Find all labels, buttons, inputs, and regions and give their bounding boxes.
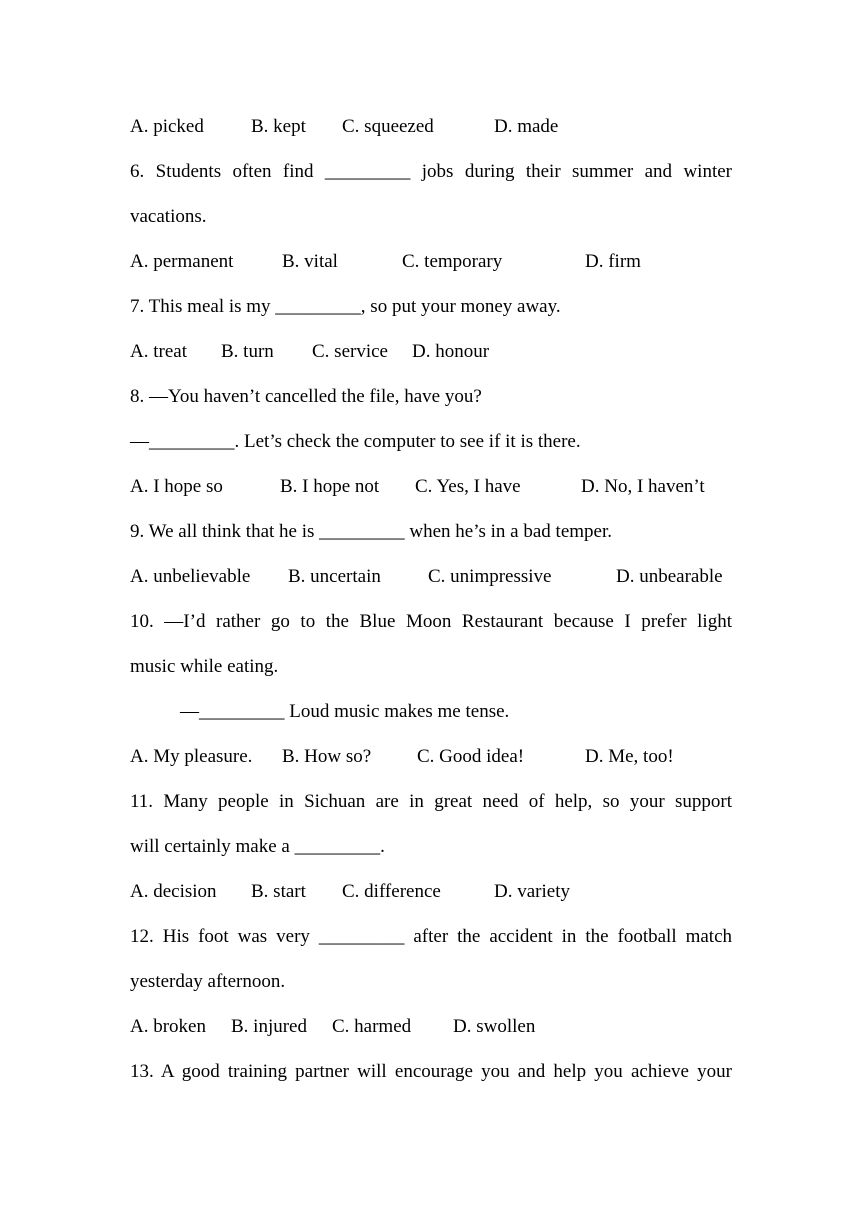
options-line (130, 464, 732, 509)
options-line (130, 329, 732, 374)
option-c: C. unimpressive (428, 566, 552, 587)
options-line (130, 1004, 732, 1049)
question-text: 10. —I’d rather go to the Blue Moon Restaurant because I prefer light (130, 611, 732, 632)
option-a: A. I hope so (130, 476, 223, 497)
question-text: 6. Students often find _________ jobs during their summer and winter (130, 161, 732, 182)
option-a: A. permanent (130, 251, 234, 272)
question-text: 7. This meal is my _________, so put your money away. (130, 296, 561, 317)
question-text: music while eating. (130, 656, 279, 677)
question-text: 13. A good training partner will encourage you and help you achieve your (130, 1061, 732, 1082)
option-d: D. honour (412, 341, 490, 362)
options-line (130, 869, 732, 914)
question-text: 11. Many people in Sichuan are in great need of help, so your support (130, 791, 732, 812)
question-text: 9. We all think that he is _________ when he’s in a bad temper. (130, 521, 613, 542)
options-line (130, 554, 732, 599)
option-b: B. start (251, 881, 306, 902)
option-c: C. temporary (402, 251, 503, 272)
option-c: C. harmed (332, 1016, 412, 1037)
option-a: A. treat (130, 341, 187, 362)
option-d: D. firm (585, 251, 641, 272)
option-d: D. No, I haven’t (581, 476, 705, 497)
option-c: C. squeezed (342, 116, 434, 137)
option-b: B. vital (282, 251, 338, 272)
options-line (130, 239, 732, 284)
question-list (130, 104, 732, 1094)
option-c: C. service (312, 341, 388, 362)
option-b: B. injured (231, 1016, 307, 1037)
option-c: C. Good idea! (417, 746, 525, 767)
option-b: B. turn (221, 341, 274, 362)
option-a: A. picked (130, 116, 204, 137)
option-a: A. broken (130, 1016, 206, 1037)
option-a: A. decision (130, 881, 217, 902)
option-c: C. Yes, I have (415, 476, 521, 497)
question-text: will certainly make a _________. (130, 836, 385, 857)
question-text: 8. —You haven’t cancelled the file, have you? (130, 386, 482, 407)
option-b: B. uncertain (288, 566, 381, 587)
options-line (130, 104, 732, 149)
question-text: yesterday afternoon. (130, 971, 286, 992)
option-a: A. My pleasure. (130, 746, 253, 767)
option-d: D. variety (494, 881, 570, 902)
option-a: A. unbelievable (130, 566, 251, 587)
option-d: D. unbearable (616, 566, 723, 587)
question-text: vacations. (130, 206, 207, 227)
question-text: —_________. Let’s check the computer to see if it is there. (130, 431, 581, 452)
option-b: B. How so? (282, 746, 372, 767)
option-c: C. difference (342, 881, 441, 902)
option-b: B. kept (251, 116, 306, 137)
option-b: B. I hope not (280, 476, 380, 497)
option-d: D. swollen (453, 1016, 536, 1037)
option-d: D. made (494, 116, 559, 137)
option-d: D. Me, too! (585, 746, 674, 767)
question-text: 12. His foot was very _________ after the accident in the football match (130, 926, 732, 947)
options-line (130, 734, 732, 779)
question-text: —_________ Loud music makes me tense. (180, 701, 510, 722)
